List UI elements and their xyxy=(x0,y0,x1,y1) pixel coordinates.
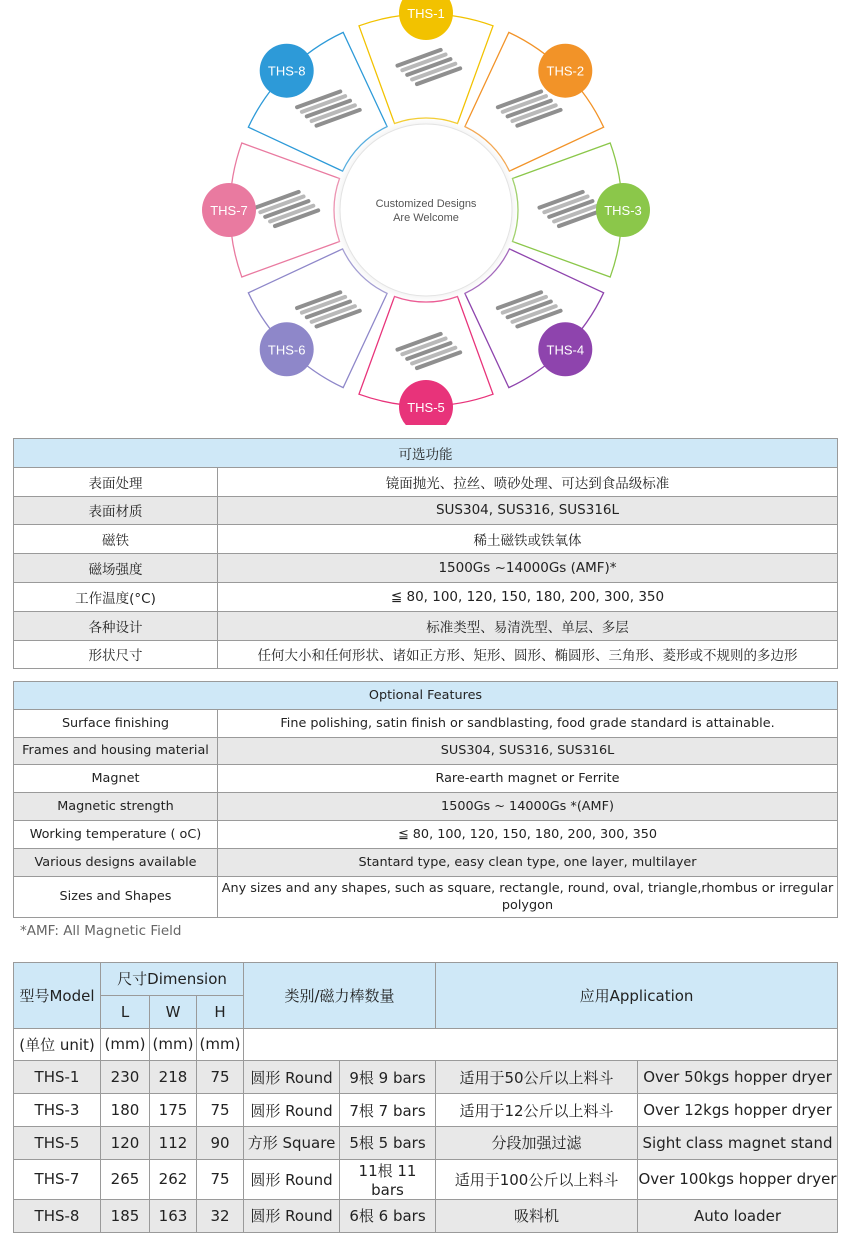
cn-feature-label: 磁场强度 xyxy=(14,554,218,583)
model-cell-h: 90 xyxy=(197,1126,244,1159)
model-cell-w: 163 xyxy=(150,1199,197,1232)
model-cell-model: THS-8 xyxy=(14,1199,101,1232)
model-cell-shape: 圆形 Round xyxy=(244,1159,340,1199)
model-cell-app-cn: 适用于50公斤以上料斗 xyxy=(436,1061,638,1094)
cn-feature-value: 任何大小和任何形状、诸如正方形、矩形、圆形、椭圆形、三角形、菱形或不规则的多边形 xyxy=(218,640,838,669)
cn-feature-value: 1500Gs ~14000Gs (AMF)* xyxy=(218,554,838,583)
cn-feature-row xyxy=(14,611,838,640)
model-cell-app-en: Over 100kgs hopper dryer xyxy=(638,1159,838,1199)
unit-L: (mm) xyxy=(101,1028,150,1061)
cn-feature-value: 镜面抛光、拉丝、喷砂处理、可达到食品级标准 xyxy=(218,467,838,496)
en-feature-row xyxy=(14,820,838,848)
cn-feature-row xyxy=(14,640,838,669)
model-cell-app-cn: 适用于12公斤以上料斗 xyxy=(436,1094,638,1127)
cn-table-title: 可选功能 xyxy=(14,439,838,468)
center-text-line1: Customized Designs xyxy=(375,198,477,210)
model-cell-h: 75 xyxy=(197,1094,244,1127)
en-feature-row xyxy=(14,709,838,737)
en-feature-row xyxy=(14,793,838,821)
model-cell-w: 262 xyxy=(150,1159,197,1199)
cn-feature-value: 稀土磁铁或铁氧体 xyxy=(218,525,838,554)
center-hub xyxy=(340,124,512,296)
en-feature-value: ≦ 80, 100, 120, 150, 180, 200, 300, 350 xyxy=(218,820,838,848)
en-feature-value: 1500Gs ~ 14000Gs *(AMF) xyxy=(218,793,838,821)
en-feature-value: Any sizes and any shapes, such as square, rectangle, round, oval, triangle,rhombus or irregular polygon xyxy=(218,876,838,917)
model-cell-model: THS-7 xyxy=(14,1159,101,1199)
cn-feature-label: 表面处理 xyxy=(14,467,218,496)
model-cell-app-en: Auto loader xyxy=(638,1199,838,1232)
cn-feature-label: 表面材质 xyxy=(14,496,218,525)
model-cell-h: 75 xyxy=(197,1061,244,1094)
cn-feature-value: 标准类型、易清洗型、单层、多层 xyxy=(218,611,838,640)
model-cell-shape: 方形 Square xyxy=(244,1126,340,1159)
badge-label: THS-1 xyxy=(407,6,445,21)
model-cell-app-en: Over 12kgs hopper dryer xyxy=(638,1094,838,1127)
en-feature-label: Various designs available xyxy=(14,848,218,876)
model-cell-bars: 5根 5 bars xyxy=(340,1126,436,1159)
model-cell-app-cn: 吸料机 xyxy=(436,1199,638,1232)
model-cell-bars: 6根 6 bars xyxy=(340,1199,436,1232)
cn-feature-row xyxy=(14,554,838,583)
unit-label: (单位 unit) xyxy=(14,1028,101,1061)
model-cell-app-cn: 适用于100公斤以上料斗 xyxy=(436,1159,638,1199)
en-feature-label: Surface finishing xyxy=(14,709,218,737)
cn-feature-label: 各种设计 xyxy=(14,611,218,640)
header-dimension: 尺寸Dimension xyxy=(101,963,244,996)
model-cell-h: 75 xyxy=(197,1159,244,1199)
header-model: 型号Model xyxy=(14,963,101,1029)
model-cell-w: 112 xyxy=(150,1126,197,1159)
en-feature-row xyxy=(14,737,838,765)
badge-label: THS-6 xyxy=(267,342,306,358)
en-feature-label: Magnetic strength xyxy=(14,793,218,821)
en-feature-value: Rare-earth magnet or Ferrite xyxy=(218,765,838,793)
model-cell-bars: 9根 9 bars xyxy=(340,1061,436,1094)
en-feature-label: Sizes and Shapes xyxy=(14,876,218,917)
cn-feature-value: SUS304, SUS316, SUS316L xyxy=(218,496,838,525)
en-feature-value: Stantard type, easy clean type, one layer, multilayer xyxy=(218,848,838,876)
product-wheel xyxy=(0,0,850,425)
header-W: W xyxy=(150,995,197,1028)
model-cell-model: THS-5 xyxy=(14,1126,101,1159)
cn-feature-label: 磁铁 xyxy=(14,525,218,554)
model-row xyxy=(14,1094,838,1127)
en-feature-value: SUS304, SUS316, SUS316L xyxy=(218,737,838,765)
unit-H: (mm) xyxy=(197,1028,244,1061)
cn-feature-row xyxy=(14,496,838,525)
en-feature-row xyxy=(14,765,838,793)
model-cell-shape: 圆形 Round xyxy=(244,1061,340,1094)
model-cell-bars: 7根 7 bars xyxy=(340,1094,436,1127)
badge-label: THS-3 xyxy=(604,203,642,218)
en-feature-label: Frames and housing material xyxy=(14,737,218,765)
en-feature-row xyxy=(14,848,838,876)
cn-feature-row xyxy=(14,467,838,496)
en-feature-value: Fine polishing, satin finish or sandblasting, food grade standard is attainable. xyxy=(218,709,838,737)
model-row xyxy=(14,1159,838,1199)
model-cell-model: THS-3 xyxy=(14,1094,101,1127)
model-cell-app-en: Sight class magnet stand xyxy=(638,1126,838,1159)
model-cell-shape: 圆形 Round xyxy=(244,1199,340,1232)
model-cell-app-en: Over 50kgs hopper dryer xyxy=(638,1061,838,1094)
model-cell-l: 120 xyxy=(101,1126,150,1159)
center-text-line2: Are Welcome xyxy=(393,212,459,224)
cn-feature-label: 工作温度(°C) xyxy=(14,582,218,611)
model-cell-app-cn: 分段加强过滤 xyxy=(436,1126,638,1159)
model-cell-l: 180 xyxy=(101,1094,150,1127)
cn-feature-row xyxy=(14,525,838,554)
cn-feature-row xyxy=(14,582,838,611)
badge-label: THS-7 xyxy=(210,203,248,218)
header-L: L xyxy=(101,995,150,1028)
en-feature-label: Working temperature ( oC) xyxy=(14,820,218,848)
model-cell-shape: 圆形 Round xyxy=(244,1094,340,1127)
cn-feature-value: ≦ 80, 100, 120, 150, 180, 200, 300, 350 xyxy=(218,582,838,611)
model-row xyxy=(14,1199,838,1232)
en-feature-label: Magnet xyxy=(14,765,218,793)
model-cell-model: THS-1 xyxy=(14,1061,101,1094)
header-application: 应用Application xyxy=(436,963,838,1029)
model-row xyxy=(14,1061,838,1094)
model-cell-w: 175 xyxy=(150,1094,197,1127)
header-type: 类别/磁力棒数量 xyxy=(244,963,436,1029)
model-cell-l: 230 xyxy=(101,1061,150,1094)
model-row xyxy=(14,1126,838,1159)
header-H: H xyxy=(197,995,244,1028)
unit-W: (mm) xyxy=(150,1028,197,1061)
optional-features-cn-table xyxy=(13,438,838,669)
amf-footnote: *AMF: All Magnetic Field xyxy=(20,923,182,939)
model-cell-l: 265 xyxy=(101,1159,150,1199)
badge-label: THS-2 xyxy=(546,63,585,79)
model-spec-table xyxy=(13,962,838,1233)
model-cell-h: 32 xyxy=(197,1199,244,1232)
unit-blank xyxy=(244,1028,838,1061)
badge-label: THS-8 xyxy=(267,63,306,79)
badge-label: THS-4 xyxy=(546,342,585,358)
model-cell-l: 185 xyxy=(101,1199,150,1232)
model-cell-bars: 11根 11 bars xyxy=(340,1159,436,1199)
optional-features-en-table xyxy=(13,681,838,918)
en-table-title: Optional Features xyxy=(14,682,838,710)
model-cell-w: 218 xyxy=(150,1061,197,1094)
cn-feature-label: 形状尺寸 xyxy=(14,640,218,669)
badge-label: THS-5 xyxy=(407,400,445,415)
en-feature-row xyxy=(14,876,838,917)
